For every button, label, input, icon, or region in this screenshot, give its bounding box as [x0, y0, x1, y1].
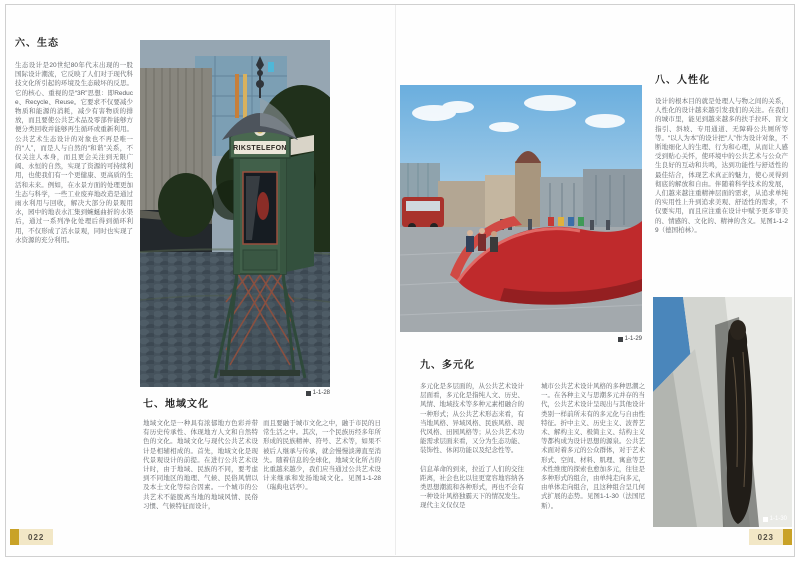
section-region-heading: 七、地域文化 [143, 399, 209, 410]
section-diverse-heading: 九、多元化 [420, 360, 475, 371]
photo-telephone-kiosk [140, 40, 330, 387]
page-fold-line [395, 5, 396, 555]
page-marker-icon [10, 529, 19, 545]
figure-caption-street [542, 336, 642, 342]
section-human-body: 设计的根本目的就是处理人与物之间的关系，人性化的设计越来越引发我们的关注。在我们的城市里，能见到越来越多的扶手拉环、盲文指引、斜坡、专用通道、无障碍公共厕所等等。“以人为本”的设计把“人”作为设计对象，不断地细化人的生理、行为和心理，从而让人感受到贴心关怀，使环境中的公共艺术与公众产生良好的互动和共鸣，达到功能性与舒适性的最佳结合，体现艺术真正的魅力，使心灵得到彻底的解放和自由。伴随着科学技术的发展，人们越来越注重精神层面的需求，从追求单纯的实用性上升到追求美观、舒适性的需求，不仅要实用，而且应注重在设计中赋予更多审美的、情感的、文化的、精神的含义。见图1-1-29（德国柏林）。 [655, 98, 788, 234]
caption-text: 1-1-28 [312, 390, 330, 396]
caption-text: 1-1-29 [624, 336, 642, 342]
page-number-text: 022 [19, 529, 53, 545]
street-scene-illustration [400, 85, 642, 332]
section-human-heading: 八、人性化 [655, 75, 710, 86]
caption-text: 1-1-30 [769, 516, 787, 522]
page-number-left [10, 529, 53, 545]
section-region-col1: 地域文化是一种具有浓郁地方色彩并带有历史传承性、体现地方人文和自然特色的文化。地域文化与现代公共艺术设计是相辅相成的。首先，地域文化是现代景观设计的前提。在进行公共艺术设计时，由于地域、民族的不同，要考虑到不同地区的地理、气候、民俗风情以及本土文化等综合因素。一个城市的公共艺术不能脱离当地的地域风情、民俗习惯、气候特征而设计， [143, 420, 258, 510]
page-number-right [749, 529, 792, 545]
caption-square-icon [763, 517, 768, 522]
diverse-paragraph-1: 多元化是多层面的，从公共艺术设计层面看，多元化是指纯人文、历史、风情、地域技术等多种元素相融合的一种形式；从公共艺术形态来看，有当地风格、异域风格、民族风格、现代风格、田园风格等；从公共艺术功能需求层面来看，又分为生态功能、装饰性、休闲功能以及纪念性等。 [420, 383, 524, 455]
diverse-paragraph-2: 信息革命的到来，拉近了人们的交往距离，社会也比以往更宽容地容纳各类思想潮流和各种形式，再也不会有一种设计风格独霸天下的情况发生。现代主义仅仅是 [420, 465, 524, 510]
sculpture-illustration [653, 297, 792, 527]
telephone-kiosk-illustration [140, 40, 330, 387]
section-diverse-col1 [420, 382, 524, 511]
photo-red-street-sculpture [400, 85, 642, 332]
section-region-col2: 而且要融于城市文化之中，融于市民的日常生活之中。其次，一个民族历经多年所形成的民族精神、符号、艺术等，如果不被后人继承与传承，就会慢慢淡薄直至消失。随着信息的全球化，地域文化所占的比重越来越少，我们应当通过公共艺术设计来继承和发扬地域文化。见图1-1-28（瑞典电话亭）。 [263, 420, 381, 492]
caption-square-icon [618, 337, 623, 342]
section-eco-body: 生态设计是20世纪80年代末出现的一股国际设计潮流，它反映了人们对于现代科技文化所引起的环境及生态破坏的反思。它的核心、重视的是“3R”思想：即Reduce、Recycle、Reuse。它要求不仅要减少物质和能源的消耗，减少有害物质的排放，而且要使公共艺术品及零部件能够方便分类回收并能够再生循环或重新利用。公共艺术生态设计的对象也不再是唯一的“人”，而是人与自然的“和谐”关系，不仅关注人本身，而且更会关注到无限广阔、永恒的自然，实现了资源的可持续利用，也使我们有一个更健康、更高质的生活和未来。例如，在水景方面的处理更加生态与科学，一些工业废弃地改造是通过雨水利用与回收，解决大部分的景观用水，园中的地表水汇集到蜿蜒曲折的水渠后，通过一系列净化处理后得到循环利用，不仅形成了活水景观，同时也实现了水资源的充分利用。 [15, 62, 133, 244]
figure-caption-kiosk [240, 390, 330, 396]
section-eco-heading: 六、生态 [15, 38, 59, 49]
section-diverse-col2: 城市公共艺术设计风格的多种思潮之一。在各种主义与思潮多元并存的当代，公共艺术设计呈现出与其他设计类别一样前所未有的多元化与自由性特征。折中主义、历史主义、波普艺术、解构主义、极简主义、结构主义等都构成为设计思想的源泉。公共艺术面对着多元的公众群体，对于艺术形式、空间、材料、肌理、寓意等艺术性维度的探索也愈加多元，往往是多种形式的组合，由单纯走向多元，由单体走向组合，且这种组合呈几何式扩展的态势。见图1-1-30（法国尼斯）。 [541, 383, 645, 510]
page-number-text: 023 [749, 529, 783, 545]
photo-bronze-sculpture [653, 297, 792, 527]
page-marker-icon [783, 529, 792, 545]
kiosk-sign-text: RIKSTELEFON [233, 145, 287, 152]
figure-caption-sculpture [763, 516, 787, 522]
caption-square-icon [306, 391, 311, 396]
